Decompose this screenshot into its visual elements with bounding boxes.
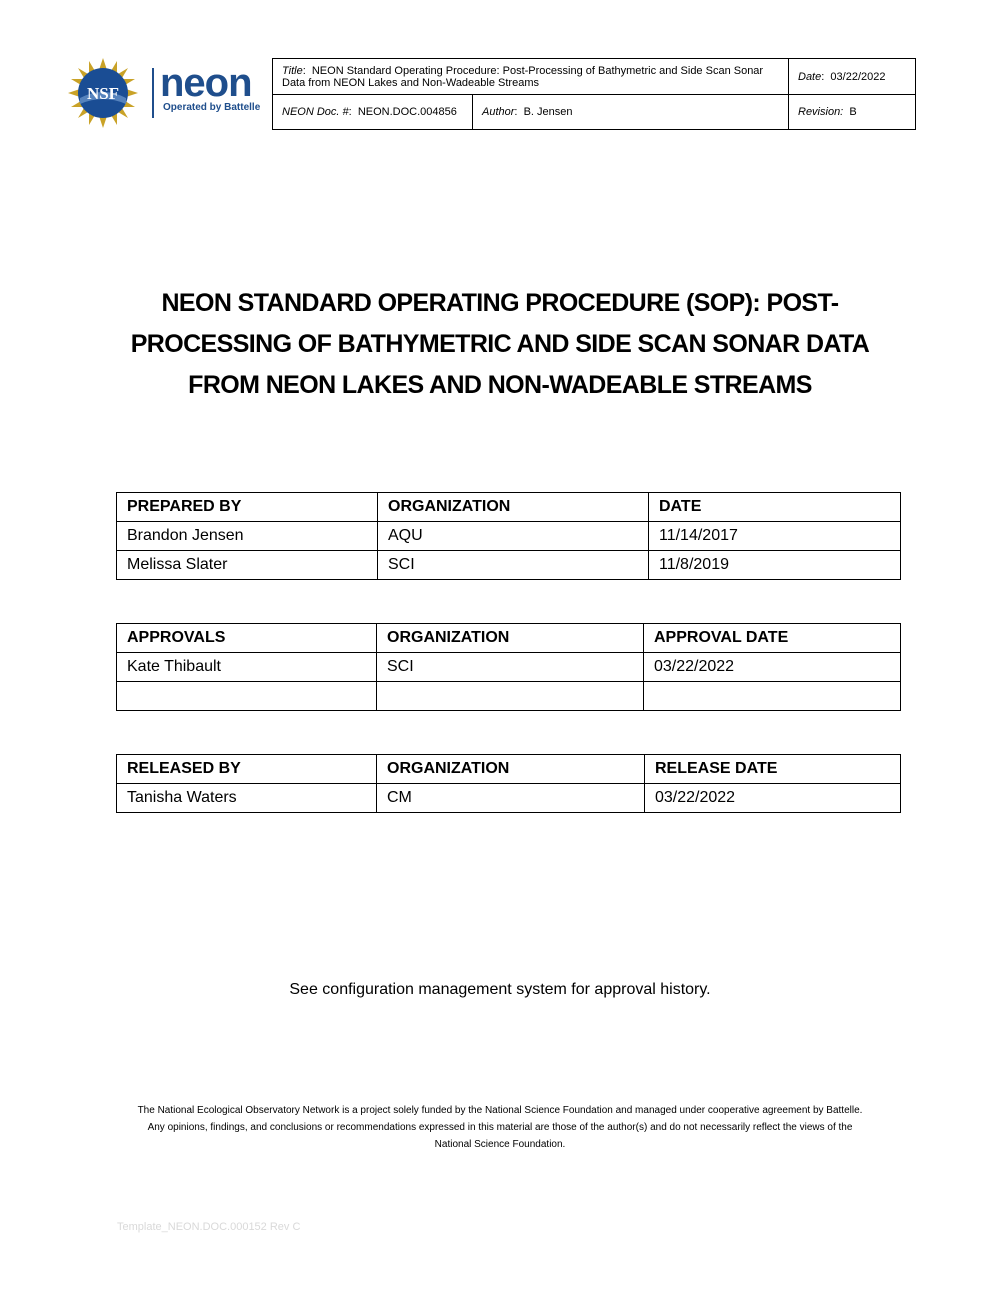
table-cell [644, 682, 901, 711]
approvals-table [116, 623, 901, 711]
header-author-cell: Author: B. Jensen [473, 95, 789, 130]
table-cell: 03/22/2022 [645, 784, 901, 813]
title-line-2: PROCESSING OF BATHYMETRIC AND SIDE SCAN SONAR DATA [130, 330, 870, 358]
header-author-value: B. Jensen [523, 106, 573, 118]
table-header: ORGANIZATION [377, 624, 644, 653]
table-header: ORGANIZATION [378, 493, 649, 522]
table-header: DATE [649, 493, 901, 522]
table-header: APPROVAL DATE [644, 624, 901, 653]
prepared-by-table [116, 492, 901, 580]
nsf-logo-icon [68, 58, 138, 128]
header-author-label: Author [482, 106, 515, 118]
footer-line-2: Any opinions, findings, and conclusions or recommendations expressed in this material are those of the author(s) and do not necessarily reflect the views of the [147, 1122, 853, 1133]
table-header: RELEASED BY [117, 755, 377, 784]
table-cell: Melissa Slater [117, 551, 378, 580]
header-doc-value: NEON.DOC.004856 [357, 106, 457, 118]
table-cell: Brandon Jensen [117, 522, 378, 551]
table-cell: Tanisha Waters [117, 784, 377, 813]
document-title [100, 283, 900, 406]
table-cell: SCI [378, 551, 649, 580]
header-title-label: Title [282, 64, 303, 77]
table-row [117, 522, 901, 551]
header-revision-cell [789, 95, 916, 130]
title-line-3: FROM NEON LAKES AND NON-WADEABLE STREAMS [188, 371, 812, 399]
table-row [117, 682, 901, 711]
header-table [272, 58, 916, 130]
nsf-logo-text: NSF [86, 84, 120, 103]
table-header: RELEASE DATE [645, 755, 901, 784]
table-cell: 03/22/2022 [644, 653, 901, 682]
header-doc-label: NEON Doc. # [282, 106, 349, 118]
header-date-value: 03/22/2022 [830, 70, 886, 83]
header-revision-label: Revision: [798, 106, 844, 118]
table-cell: AQU [378, 522, 649, 551]
table-cell: SCI [377, 653, 644, 682]
neon-logo-text: neon [160, 61, 252, 104]
logo-divider [152, 68, 154, 118]
header-date-label: Date [798, 70, 822, 83]
footer-line-1: The National Ecological Observatory Network is a project solely funded by the National Science Foundation and managed under cooperative agreement by Battelle. [137, 1105, 863, 1116]
title-line-1: NEON STANDARD OPERATING PROCEDURE (SOP): POST- [161, 289, 839, 317]
table-cell: CM [377, 784, 645, 813]
header-date-cell: Date: 03/22/2022 [789, 59, 916, 95]
header-title-value: NEON Standard Operating Procedure: Post-Processing of Bathymetric and Side Scan Sonar Data from NEON Lakes and Non-Wadeable Streams [282, 64, 764, 89]
footer-line-3: National Science Foundation. [434, 1139, 566, 1150]
table-header: ORGANIZATION [377, 755, 645, 784]
header-doc-cell: NEON Doc. #: NEON.DOC.004856 [273, 95, 473, 130]
table-row [117, 784, 901, 813]
neon-wordmark [160, 60, 272, 104]
approval-history-note: See configuration management system for approval history. [289, 981, 711, 998]
table-row [117, 653, 901, 682]
table-cell [117, 682, 377, 711]
logo-block [68, 58, 272, 130]
table-cell: 11/8/2019 [649, 551, 901, 580]
table-header: PREPARED BY [117, 493, 378, 522]
neon-subtitle: Operated by Battelle [163, 102, 261, 113]
table-cell: 11/14/2017 [649, 522, 901, 551]
table-cell [377, 682, 644, 711]
table-header: APPROVALS [117, 624, 377, 653]
table-row [117, 551, 901, 580]
table-cell: Kate Thibault [117, 653, 377, 682]
header-revision-value: B [849, 106, 857, 118]
header-title-cell: Title: NEON Standard Operating Procedure: Post-Processing of Bathymetric and Side Scan Sonar Data from NEON Lakes and Non-Wadeable Streams [273, 59, 789, 95]
template-id: Template_NEON.DOC.000152 Rev C [117, 1221, 301, 1233]
footer-disclaimer [100, 1102, 900, 1153]
released-by-table [116, 754, 901, 813]
